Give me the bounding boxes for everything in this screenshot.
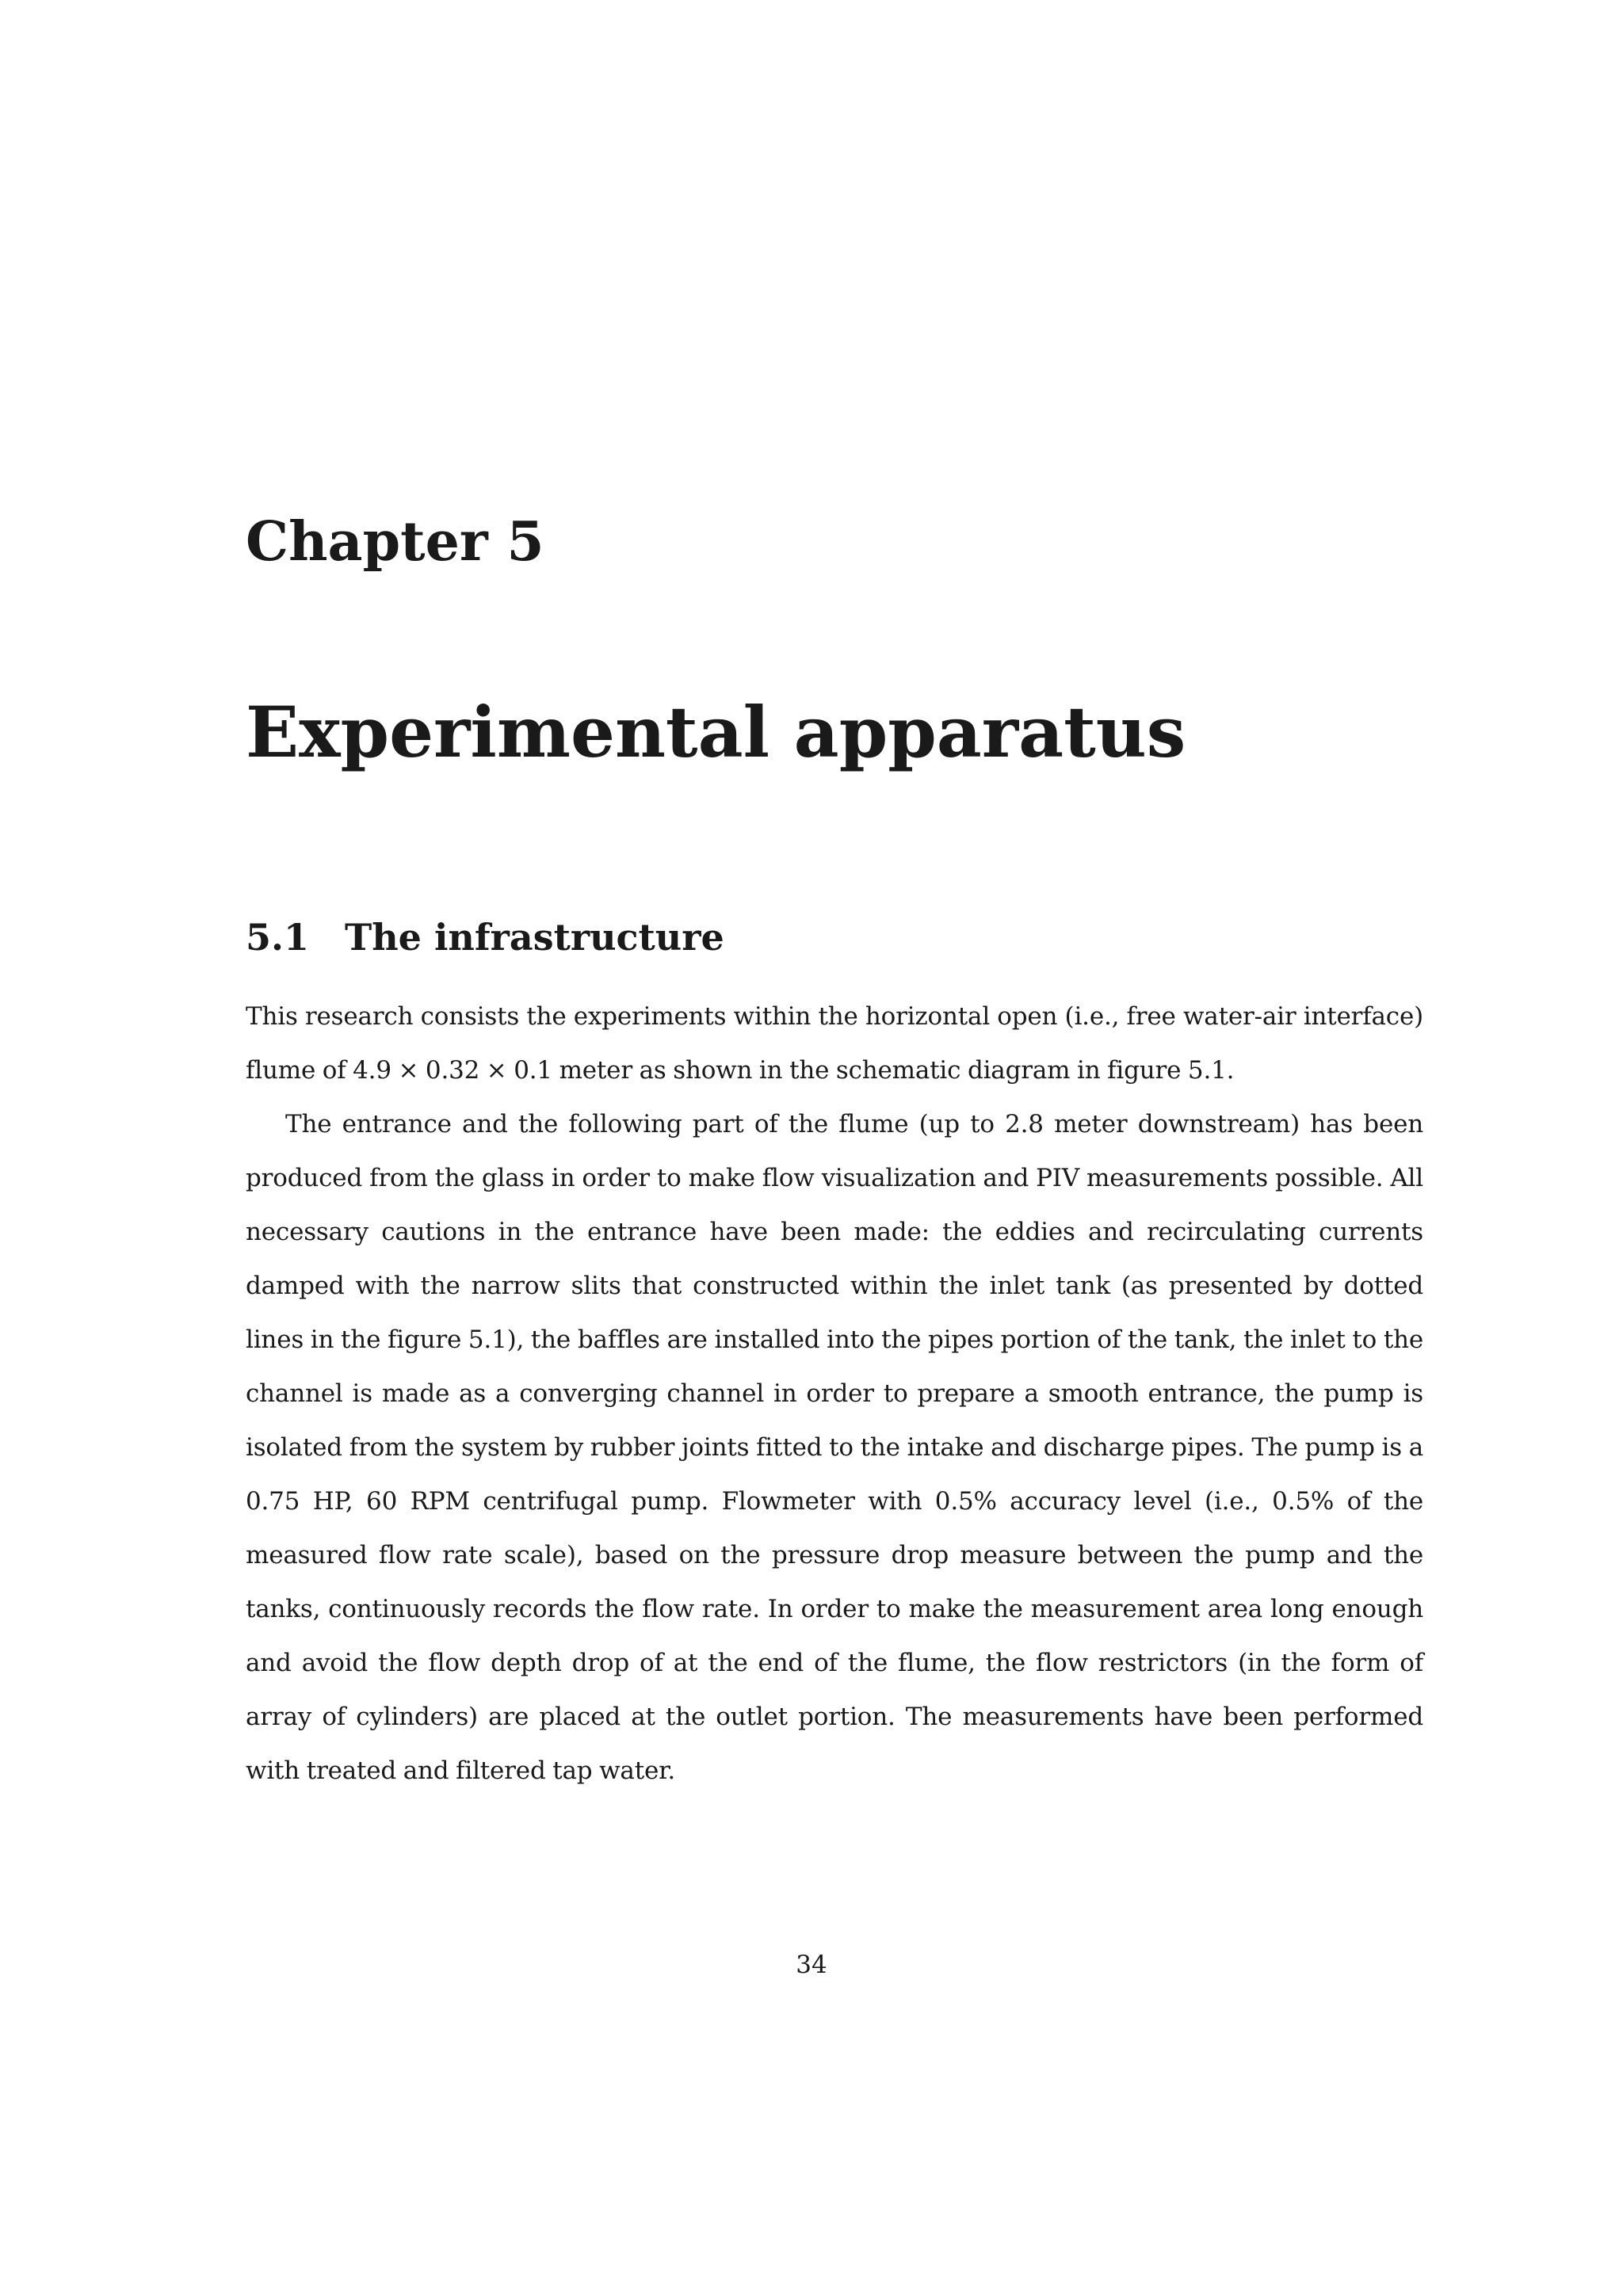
body-text: [246, 990, 1423, 1798]
section-heading: [246, 916, 724, 959]
chapter-title: Experimental apparatus: [246, 691, 1186, 773]
paragraph-entrance: The entrance and the following part of the flume (up to 2.8 meter downstream) has been produced from the glass in order to make flow visualization and PIV measurements possible. All necessary cautions in the entrance have been made: the eddies and recirculating currents damped with the narrow slits that constructed within the inlet tank (as presented by dotted lines in the figure 5.1), the baffles are installed into the pipes portion of the tank, the inlet to the channel is made as a converging channel in order to prepare a smooth entrance, the pump is isolated from the system by rubber joints fitted to the intake and discharge pipes. The pump is a 0.75 HP, 60 RPM centrifugal pump. Flowmeter with 0.5% accuracy level (i.e., 0.5% of the measured flow rate scale), based on the pressure drop measure between the pump and the tanks, continuously records the flow rate. In order to make the measurement area long enough and avoid the flow depth drop of at the end of the flume, the flow restrictors (in the form of array of cylinders) are placed at the outlet portion. The measurements have been performed with treated and filtered tap water.: [246, 1110, 1423, 1785]
section-number: 5.1: [246, 916, 310, 959]
page-number: 34: [796, 1951, 827, 1979]
chapter-label: Chapter 5: [246, 510, 544, 574]
section-title: The infrastructure: [345, 916, 724, 959]
paragraph-intro: This research consists the experiments within the horizontal open (i.e., free water-air interface) flume of 4.9 × 0.32 × 0.1 meter as shown in the schematic diagram in figure 5.1.: [246, 1002, 1423, 1085]
